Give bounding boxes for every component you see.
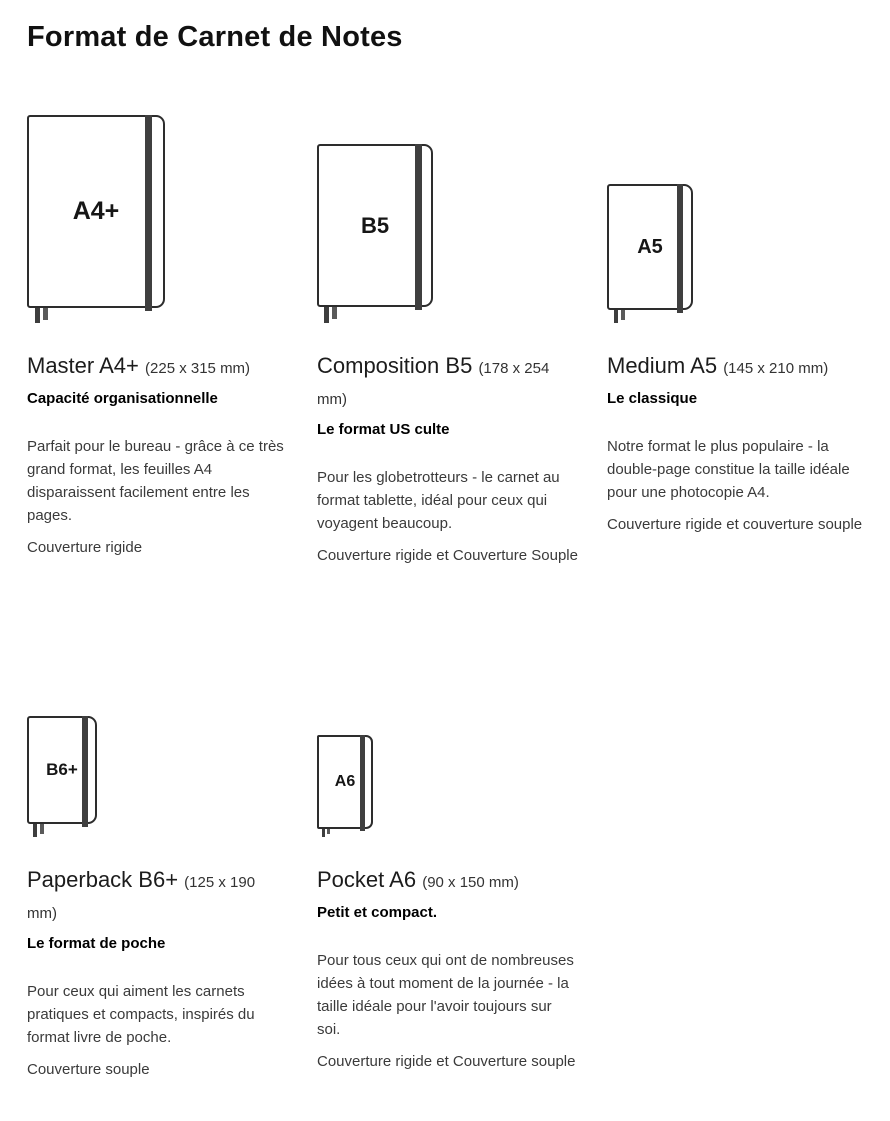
page-title: Format de Carnet de Notes	[27, 21, 403, 53]
notebook-figure	[317, 692, 579, 837]
notebook-cover-icon	[317, 735, 373, 829]
bookmark-ribbon-icon	[327, 829, 330, 834]
format-dimensions: (145 x 210 mm)	[723, 360, 829, 377]
card-composition-b5	[317, 100, 579, 567]
format-name	[317, 866, 579, 897]
format-dimensions: (178 x 254 mm)	[317, 360, 550, 408]
format-dimensions: (225 x 315 mm)	[145, 360, 251, 377]
notebook-illustration-a4plus	[27, 115, 165, 323]
notebook-illustration-a6	[317, 735, 373, 837]
elastic-band-icon	[145, 115, 152, 311]
elastic-band-icon	[82, 716, 88, 827]
empty-grid-cell	[607, 692, 869, 1081]
format-tagline: Le classique	[607, 390, 698, 407]
format-dimensions: (125 x 190 mm)	[27, 874, 256, 922]
format-cover-options: Couverture rigide et Couverture Souple	[317, 547, 578, 564]
notebook-figure	[27, 692, 289, 837]
bookmark-ribbon-icon	[332, 307, 337, 319]
notebook-cover-icon	[317, 144, 433, 307]
notebook-format-badge: A6	[334, 773, 356, 790]
card-pocket-a6	[317, 692, 579, 1081]
format-name-text: Paperback B6+	[27, 867, 179, 892]
format-description: Pour tous ceux qui ont de nombreuses idées à tout moment de la journée - la taille idéale pour l'avoir toujours sur soi.	[317, 952, 574, 1038]
elastic-band-icon	[415, 144, 422, 310]
bookmark-ribbon-icon	[614, 310, 618, 323]
notebook-cover-icon	[27, 115, 165, 308]
notebook-figure	[607, 100, 869, 323]
notebook-format-badge: B6+	[46, 760, 78, 779]
format-description: Parfait pour le bureau - grâce à ce très grand format, les feuilles A4 disparaissent facilement entre les pages.	[27, 438, 284, 524]
notebook-format-badge: B5	[360, 212, 390, 238]
format-name	[27, 352, 289, 383]
format-description: Notre format le plus populaire - la double-page constitue la taille idéale pour une photocopie A4.	[607, 438, 850, 501]
format-tagline: Le format de poche	[27, 935, 166, 952]
format-name	[607, 352, 869, 383]
format-cover-options: Couverture rigide	[27, 539, 143, 556]
elastic-band-icon	[677, 184, 683, 313]
elastic-band-icon	[360, 735, 365, 831]
format-tagline: Le format US culte	[317, 421, 450, 438]
formats-row-1	[27, 100, 865, 567]
format-dimensions: (90 x 150 mm)	[422, 874, 519, 891]
format-tagline: Petit et compact.	[317, 904, 438, 921]
notebook-format-badge: A5	[637, 235, 663, 258]
format-tagline: Capacité organisationnelle	[27, 390, 218, 407]
notebook-figure	[27, 100, 289, 323]
bookmark-ribbon-icon	[324, 307, 329, 323]
card-paperback-b6plus	[27, 692, 289, 1081]
bookmark-ribbon-icon	[43, 308, 48, 320]
notebook-cover-icon	[607, 184, 693, 310]
format-name-text: Composition B5	[317, 353, 473, 378]
notebook-illustration-b6plus	[27, 716, 97, 837]
format-name-text: Pocket A6	[317, 867, 417, 892]
notebook-illustration-b5	[317, 144, 433, 323]
bookmark-ribbons-icon	[322, 829, 373, 837]
bookmark-ribbon-icon	[621, 310, 625, 320]
format-name	[27, 866, 289, 928]
format-name-text: Medium A5	[607, 353, 718, 378]
format-name-text: Master A4+	[27, 353, 139, 378]
format-cover-options: Couverture rigide et couverture souple	[607, 516, 863, 533]
card-master-a4plus	[27, 100, 289, 567]
format-cover-options: Couverture rigide et Couverture souple	[317, 1053, 576, 1070]
bookmark-ribbon-icon	[40, 824, 44, 834]
format-description: Pour les globetrotteurs - le carnet au format tablette, idéal pour ceux qui voyagent beaucoup.	[317, 469, 560, 532]
notebook-format-badge: A4+	[72, 197, 120, 225]
format-name	[317, 352, 579, 414]
notebook-illustration-a5	[607, 184, 693, 323]
bookmark-ribbon-icon	[322, 829, 325, 837]
formats-row-2	[27, 692, 865, 1081]
bookmark-ribbon-icon	[35, 308, 40, 323]
card-medium-a5	[607, 100, 869, 567]
format-description: Pour ceux qui aiment les carnets pratiques et compacts, inspirés du format livre de poche.	[27, 983, 255, 1046]
format-cover-options: Couverture souple	[27, 1061, 150, 1078]
bookmark-ribbon-icon	[33, 824, 37, 837]
notebook-cover-icon	[27, 716, 97, 824]
notebook-figure	[317, 100, 579, 323]
